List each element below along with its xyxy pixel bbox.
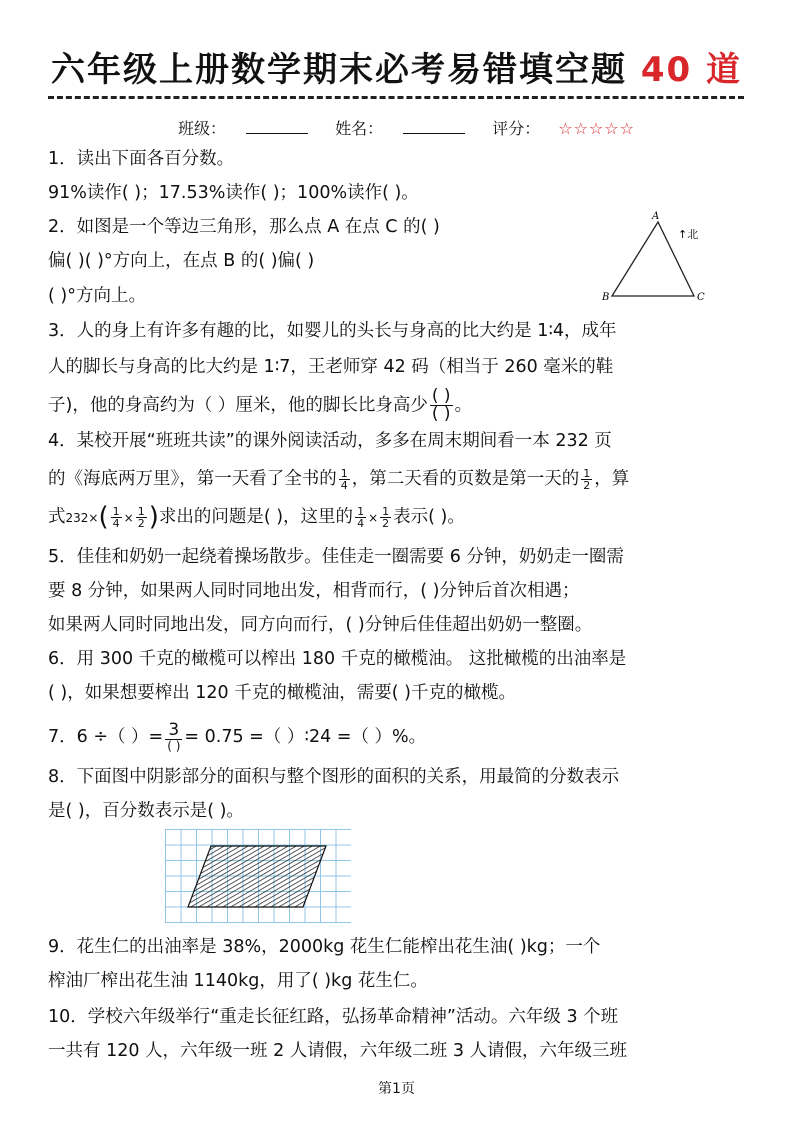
q5-line1: 5．佳佳和奶奶一起绕着操场散步。佳佳走一圈需要 6 分钟，奶奶走一圈需 [48, 547, 624, 567]
vertex-b-label: B [602, 292, 610, 303]
q3-line2: 人的脚长与身高的比大约是 1∶7，王老师穿 42 码（相当于 260 毫米的鞋 [48, 357, 614, 377]
q10-line1: 10．学校六年级举行“重走长征红路，弘扬革命精神”活动。六年级 3 个班 [48, 1007, 619, 1027]
q4-line3: 式232×( $\frac{1}{4}$ × $\frac{1}{2}$ )求出的问题是( )，这里的 $\frac{1}{4}$ × $\frac{1}{2}$ 表示( )。 [48, 502, 465, 532]
q3-fraction-blank: $\frac{( )}{( )}$ [431, 386, 451, 424]
class-label: 班级： [178, 119, 227, 138]
vertex-c-label: C [697, 292, 705, 303]
dashed-divider [48, 96, 744, 99]
q3-line3: 子)，他的身高约为（ ）厘米，他的脚长比身高少 $\frac{( )}{( )}$ 。 [48, 386, 473, 424]
q4-line2: 的《海底两万里》，第一天看了全书的 $\frac{1}{4}$ ，第二天看的页数是第一天的 $\frac{1}{2}$ ，算 [48, 466, 630, 492]
q10-line2: 一共有 120 人，六年级一班 2 人请假，六年级二班 3 人请假，六年级三班 [48, 1041, 628, 1061]
q5-line2: 要 8 分钟，如果两人同时同地出发，相背而行，( )分钟后首次相遇； [48, 581, 580, 601]
q7-line: 7．6 ÷（ ）= $\frac{3}{( )}$ = 0.75 =（ ）∶24 =（ ）%。 [48, 720, 427, 753]
score-stars: ☆☆☆☆☆ [558, 119, 635, 138]
q3-line1: 3．人的身上有许多有趣的比，如婴儿的头长与身高的比大约是 1∶4，成年 [48, 321, 617, 341]
vertex-a-label: A [652, 211, 660, 222]
q2-line3: ( )°方向上。 [48, 286, 146, 306]
name-label: 姓名： [335, 119, 384, 138]
q8-line1: 8．下面图中阴影部分的面积与整个图形的面积的关系，用最简的分数表示 [48, 767, 620, 787]
q5-line3: 如果两人同时同地出发，同方向而行，( )分钟后佳佳超出奶奶一整圈。 [48, 615, 593, 635]
q9-line1: 9．花生仁的出油率是 38%，2000kg 花生仁能榨出花生油( )kg；一个 [48, 937, 601, 957]
q8-line2: 是( )，百分数表示是( )。 [48, 801, 244, 821]
name-blank[interactable] [403, 120, 465, 134]
page-number: 第1页 [378, 1081, 415, 1097]
shaded-parallelogram [188, 846, 326, 907]
q7-fraction: $\frac{3}{( )}$ [167, 720, 181, 753]
student-info-row [178, 116, 653, 139]
q2-line2: 偏( )( )°方向上，在点 B 的( )偏( ) [48, 251, 315, 271]
q1-prompt: 1．读出下面各百分数。 [48, 149, 235, 169]
q1-blanks: 91%读作( )；17.53%读作( )；100%读作( )。 [48, 183, 419, 203]
north-arrow-icon: ↑北 [678, 228, 699, 241]
q4-line1: 4．某校开展“班班共读”的课外阅读活动，多多在周末期间看一本 232 页 [48, 431, 612, 451]
grid-figure [165, 829, 351, 923]
q9-line2: 榨油厂榨出花生油 1140kg，用了( )kg 花生仁。 [48, 971, 428, 991]
class-blank[interactable] [246, 120, 308, 134]
page-title: 六年级上册数学期末必考易错填空题 40 道 [51, 50, 742, 90]
q2-line1: 2．如图是一个等边三角形，那么点 A 在点 C 的( ) [48, 217, 440, 237]
q6-line1: 6．用 300 千克的橄榄可以榨出 180 千克的橄榄油。 这批橄榄的出油率是 [48, 649, 627, 669]
triangle-figure [598, 210, 728, 306]
score-label: 评分： [492, 119, 541, 138]
q6-line2: ( )，如果想要榨出 120 千克的橄榄油，需要( )千克的橄榄。 [48, 683, 516, 703]
